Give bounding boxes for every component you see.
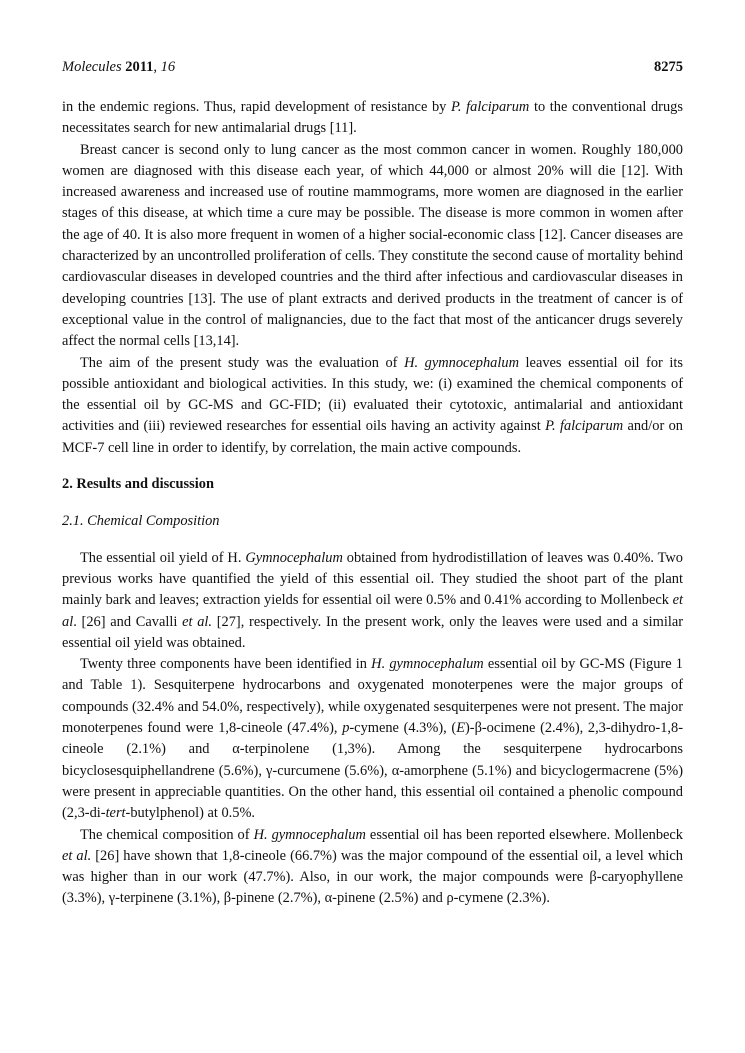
- text: to the conventional drugs necessitates search for new antimalarial drugs [11].: [62, 99, 683, 137]
- paragraph-composition: [62, 825, 683, 910]
- species-name: H. gymnocephalum: [404, 354, 519, 371]
- species-name: P. falciparum: [451, 99, 530, 115]
- text: [27], respectively. In the present work, only the leaves were used and a similar essential oil yield was obtained.: [62, 613, 683, 651]
- chem-prefix: E: [456, 720, 465, 737]
- paragraph-aim: [62, 353, 683, 459]
- text: essential oil by GC-MS (Figure 1 and Table 1). Sesquiterpene hydrocarbons and oxygenated monoterpenes were the major groups of compounds (32.4% and 54.0%, respectively), while oxygenated sesquiterpenes were not present. The major monoterpenes found were 1,8-cineole (47.4%),: [62, 656, 683, 737]
- journal-volume: 16: [160, 59, 176, 75]
- text: -cymene (4.3%), (: [349, 720, 457, 737]
- text: obtained from hydrodistillation of leaves was 0.40%. Two previous works have quantified the yield of this essential oil. They studied the shoot part of the plant mainly bark and leaves; extraction yields for essential oil were 0.5% and 0.41% according to Mollenbeck: [62, 549, 683, 609]
- text: Twenty three components have been identified in: [80, 656, 372, 673]
- text: Breast cancer is second only to lung cancer as the most common cancer in women. Roughly 180,000 women are diagnosed with this disease each year, of which 44,000 or almost 20% will die [12]. With increased awareness and increased use of routine mammograms, more women are diagnosed in the earlier stages of this disease, at which time a cure may be possible. The disease is more common in women after the age of 40. It is also more frequent in women of a higher social-economic class [12]. Cancer diseases are characterized by an uncontrolled proliferation of cells. They constitute the second cause of mortality behind cardiovascular diseases in developed countries and the third after infectious and cardiovascular diseases in developing countries [13]. The use of plant extracts and derived products in the treatment of cancer is of exceptional value in the control of malignancies, due to the fact that most of the anticancer drugs severely affect the normal cells [13,14].: [62, 141, 683, 350]
- et-al: et al.: [182, 613, 212, 630]
- page-body: [62, 97, 683, 910]
- text: [26] have shown that 1,8-cineole (66.7%) was the major compound of the essential oil, a level which was higher than in our work (47.7%). Also, in our work, the major compounds were β-caryophyllene (3.3%), γ-terpinene (3.1%), β-pinene (2.7%), α-pinene (2.5%) and ρ-cymene (2.3%).: [62, 847, 683, 907]
- subsection-heading: 2.1. Chemical Composition: [62, 513, 220, 530]
- text: )-β-ocimene (2.4%), 2,3-dihydro-1,8-cineole (2.1%) and α-terpinolene (1,3%). Among the sesquiterpene hydrocarbons bicyclosesquiphellandrene (5.6%), γ-curcumene (5.6%), α-amorphene (5.1%) and bicyclogermacrene (5%) were present in appreciable quantities. On the other hand, this essential oil contained a phenolic compound (2,3-di-: [62, 720, 684, 822]
- species-name: Gymnocephalum: [245, 549, 343, 566]
- paragraph-yield: [62, 548, 683, 654]
- text: leaves essential oil for its possible antioxidant and biological activities. In this study, we: (i) examined the chemical components of the essential oil by GC-MS and GC-FID; (ii) evaluated their cytotoxic, antimalarial and antioxidant activities and (iii) reviewed researches for essential oils having an activity against: [62, 354, 683, 435]
- text: -butylphenol) at 0.5%.: [125, 805, 256, 822]
- paragraph-continuation: [62, 97, 683, 140]
- journal-citation: Molecules 2011, 16: [62, 59, 176, 75]
- chem-prefix: p: [342, 720, 350, 737]
- species-name: H. gymnocephalum: [371, 656, 484, 673]
- text: and/or on MCF-7 cell line in order to identify, by correlation, the main active compounds.: [62, 418, 683, 456]
- et-al: et al: [62, 592, 683, 630]
- text: . [26] and Cavalli: [73, 613, 183, 630]
- paragraph-components: [62, 654, 683, 824]
- journal-year: 2011: [125, 59, 154, 75]
- species-name: P. falciparum: [545, 418, 624, 435]
- text: in the endemic regions. Thus, rapid development of resistance by: [62, 99, 451, 115]
- chem-prefix: tert: [105, 805, 126, 822]
- text: essential oil has been reported elsewhere. Mollenbeck: [365, 826, 683, 843]
- text: The chemical composition of: [80, 826, 254, 843]
- page-number: 8275: [654, 59, 683, 75]
- running-header: [62, 57, 683, 77]
- et-al: et al.: [62, 847, 92, 864]
- section-heading: 2. Results and discussion: [62, 476, 214, 493]
- journal-name: Molecules: [62, 59, 122, 75]
- text: The essential oil yield of H.: [80, 549, 246, 566]
- species-name: H. gymnocephalum: [253, 826, 366, 843]
- text: The aim of the present study was the evaluation of: [80, 354, 405, 371]
- paragraph-breast-cancer: [62, 140, 683, 353]
